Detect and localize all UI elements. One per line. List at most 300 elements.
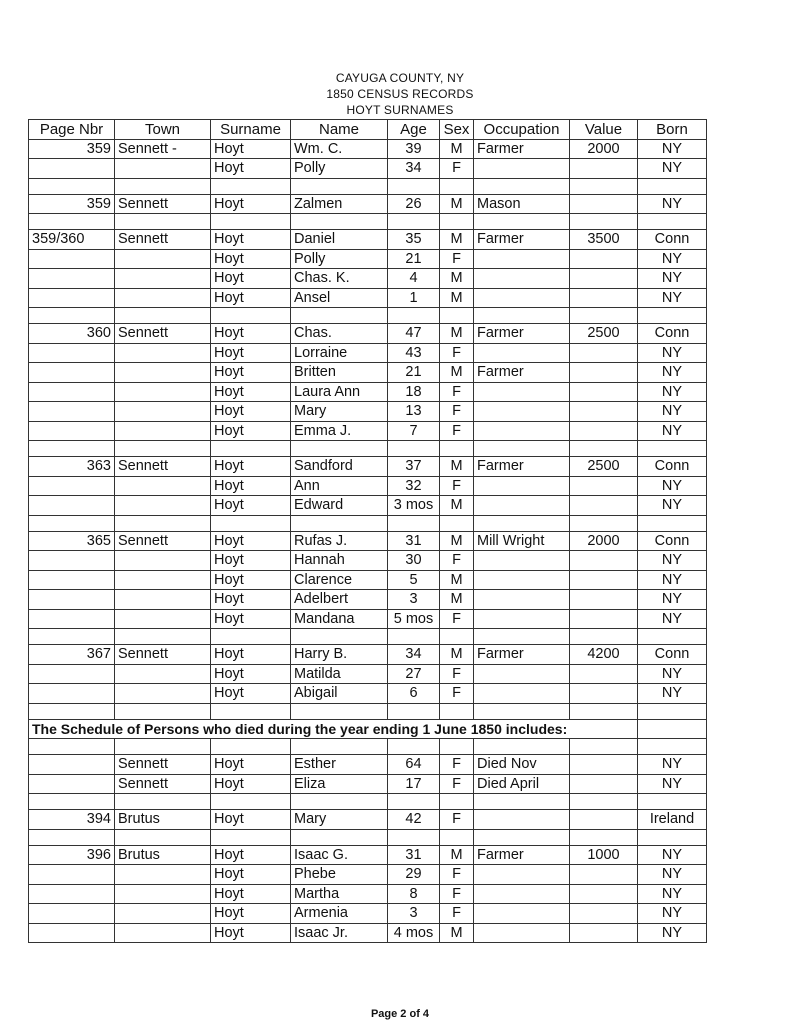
cell-page: [29, 774, 115, 794]
cell-town: [115, 421, 211, 441]
cell-page: 360: [29, 324, 115, 344]
empty-cell: [638, 719, 707, 739]
cell-occupation: Farmer: [474, 457, 570, 477]
cell-page: [29, 496, 115, 516]
cell-page: [29, 249, 115, 269]
cell-value: 2000: [570, 531, 638, 551]
empty-cell: [440, 515, 474, 531]
empty-cell: [474, 829, 570, 845]
cell-town: [115, 904, 211, 924]
cell-surname: Hoyt: [211, 343, 291, 363]
census-table: [28, 119, 707, 943]
cell-page: [29, 421, 115, 441]
cell-name: Ansel: [291, 288, 388, 308]
cell-born: NY: [638, 496, 707, 516]
table-row: [29, 590, 707, 610]
cell-town: [115, 570, 211, 590]
empty-cell: [440, 794, 474, 810]
cell-value: [570, 570, 638, 590]
cell-sex: F: [440, 884, 474, 904]
table-row: [29, 904, 707, 924]
empty-cell: [115, 829, 211, 845]
cell-page: [29, 363, 115, 383]
cell-surname: Hoyt: [211, 230, 291, 250]
cell-value: [570, 402, 638, 422]
cell-surname: Hoyt: [211, 421, 291, 441]
cell-page: [29, 590, 115, 610]
blank-row: [29, 703, 707, 719]
cell-occupation: [474, 884, 570, 904]
empty-cell: [570, 308, 638, 324]
cell-value: [570, 774, 638, 794]
cell-name: Esther: [291, 755, 388, 775]
empty-cell: [440, 739, 474, 755]
cell-age: 32: [388, 476, 440, 496]
cell-town: [115, 865, 211, 885]
cell-name: Phebe: [291, 865, 388, 885]
cell-town: [115, 269, 211, 289]
cell-name: Clarence: [291, 570, 388, 590]
cell-sex: M: [440, 645, 474, 665]
empty-cell: [570, 214, 638, 230]
cell-name: Ann: [291, 476, 388, 496]
document-header: [0, 70, 800, 118]
empty-cell: [388, 308, 440, 324]
cell-born: NY: [638, 249, 707, 269]
cell-value: 4200: [570, 645, 638, 665]
table-row: [29, 551, 707, 571]
cell-born: NY: [638, 139, 707, 159]
cell-page: [29, 551, 115, 571]
cell-sex: F: [440, 159, 474, 179]
empty-cell: [388, 441, 440, 457]
cell-born: NY: [638, 865, 707, 885]
cell-age: 6: [388, 684, 440, 704]
cell-sex: F: [440, 421, 474, 441]
cell-town: [115, 496, 211, 516]
cell-age: 21: [388, 249, 440, 269]
cell-page: [29, 269, 115, 289]
cell-value: 2500: [570, 324, 638, 344]
col-header-age: Age: [388, 120, 440, 140]
cell-name: Harry B.: [291, 645, 388, 665]
cell-sex: M: [440, 496, 474, 516]
table-row: [29, 269, 707, 289]
table-header-row: [29, 120, 707, 140]
cell-value: [570, 664, 638, 684]
cell-surname: Hoyt: [211, 774, 291, 794]
empty-cell: [29, 829, 115, 845]
table-row: [29, 421, 707, 441]
empty-cell: [211, 515, 291, 531]
cell-occupation: Farmer: [474, 139, 570, 159]
cell-sex: F: [440, 810, 474, 830]
empty-cell: [211, 441, 291, 457]
cell-born: NY: [638, 590, 707, 610]
cell-sex: M: [440, 923, 474, 943]
cell-value: [570, 363, 638, 383]
cell-age: 37: [388, 457, 440, 477]
table-body: [29, 139, 707, 943]
table-row: [29, 684, 707, 704]
empty-cell: [570, 739, 638, 755]
cell-town: Sennett: [115, 645, 211, 665]
cell-sex: M: [440, 139, 474, 159]
empty-cell: [291, 629, 388, 645]
cell-occupation: [474, 402, 570, 422]
empty-cell: [570, 829, 638, 845]
cell-sex: F: [440, 865, 474, 885]
cell-page: [29, 382, 115, 402]
cell-value: 3500: [570, 230, 638, 250]
cell-name: Chas.: [291, 324, 388, 344]
cell-born: NY: [638, 194, 707, 214]
cell-name: Wm. C.: [291, 139, 388, 159]
cell-surname: Hoyt: [211, 496, 291, 516]
cell-occupation: [474, 664, 570, 684]
cell-sex: F: [440, 609, 474, 629]
cell-page: [29, 664, 115, 684]
cell-surname: Hoyt: [211, 845, 291, 865]
blank-row: [29, 794, 707, 810]
cell-surname: Hoyt: [211, 269, 291, 289]
cell-name: Eliza: [291, 774, 388, 794]
cell-town: [115, 402, 211, 422]
cell-name: Mary: [291, 810, 388, 830]
empty-cell: [115, 441, 211, 457]
cell-born: NY: [638, 382, 707, 402]
cell-sex: M: [440, 269, 474, 289]
cell-town: Brutus: [115, 845, 211, 865]
deaths-note-row: [29, 719, 707, 739]
empty-cell: [211, 829, 291, 845]
empty-cell: [115, 629, 211, 645]
table-row: [29, 343, 707, 363]
empty-cell: [115, 739, 211, 755]
empty-cell: [638, 515, 707, 531]
cell-occupation: [474, 570, 570, 590]
cell-surname: Hoyt: [211, 684, 291, 704]
cell-town: [115, 343, 211, 363]
cell-page: [29, 343, 115, 363]
cell-name: Emma J.: [291, 421, 388, 441]
table-row: [29, 159, 707, 179]
cell-name: Isaac G.: [291, 845, 388, 865]
empty-cell: [29, 739, 115, 755]
blank-row: [29, 515, 707, 531]
cell-value: [570, 551, 638, 571]
empty-cell: [474, 739, 570, 755]
cell-occupation: [474, 590, 570, 610]
cell-page: [29, 402, 115, 422]
empty-cell: [291, 308, 388, 324]
cell-surname: Hoyt: [211, 194, 291, 214]
table-row: [29, 570, 707, 590]
cell-page: [29, 684, 115, 704]
cell-age: 4: [388, 269, 440, 289]
cell-page: 394: [29, 810, 115, 830]
cell-sex: F: [440, 476, 474, 496]
table-row: [29, 755, 707, 775]
cell-surname: Hoyt: [211, 402, 291, 422]
cell-occupation: [474, 923, 570, 943]
table-row: [29, 194, 707, 214]
cell-page: [29, 884, 115, 904]
cell-name: Mary: [291, 402, 388, 422]
cell-occupation: [474, 609, 570, 629]
cell-born: Conn: [638, 645, 707, 665]
empty-cell: [474, 308, 570, 324]
cell-occupation: [474, 249, 570, 269]
table-row: [29, 531, 707, 551]
empty-cell: [388, 214, 440, 230]
cell-age: 29: [388, 865, 440, 885]
cell-page: [29, 755, 115, 775]
empty-cell: [638, 308, 707, 324]
cell-occupation: Farmer: [474, 363, 570, 383]
cell-town: [115, 590, 211, 610]
cell-value: [570, 343, 638, 363]
table-row: [29, 139, 707, 159]
cell-surname: Hoyt: [211, 476, 291, 496]
cell-name: Zalmen: [291, 194, 388, 214]
cell-sex: M: [440, 324, 474, 344]
cell-occupation: [474, 684, 570, 704]
cell-age: 21: [388, 363, 440, 383]
cell-page: 359: [29, 194, 115, 214]
cell-value: [570, 810, 638, 830]
col-header-value: Value: [570, 120, 638, 140]
cell-town: [115, 684, 211, 704]
cell-name: Britten: [291, 363, 388, 383]
empty-cell: [440, 629, 474, 645]
cell-occupation: Died Nov: [474, 755, 570, 775]
cell-name: Abigail: [291, 684, 388, 704]
empty-cell: [638, 703, 707, 719]
empty-cell: [211, 214, 291, 230]
empty-cell: [291, 794, 388, 810]
cell-occupation: [474, 269, 570, 289]
cell-value: [570, 904, 638, 924]
cell-age: 47: [388, 324, 440, 344]
cell-value: [570, 609, 638, 629]
empty-cell: [115, 515, 211, 531]
empty-cell: [638, 829, 707, 845]
cell-sex: M: [440, 194, 474, 214]
cell-sex: F: [440, 551, 474, 571]
cell-value: [570, 865, 638, 885]
empty-cell: [388, 703, 440, 719]
empty-cell: [570, 178, 638, 194]
col-header-born: Born: [638, 120, 707, 140]
blank-row: [29, 829, 707, 845]
empty-cell: [291, 703, 388, 719]
cell-page: 365: [29, 531, 115, 551]
table-row: [29, 363, 707, 383]
cell-surname: Hoyt: [211, 159, 291, 179]
cell-born: NY: [638, 923, 707, 943]
cell-value: [570, 194, 638, 214]
cell-value: [570, 476, 638, 496]
cell-sex: F: [440, 382, 474, 402]
deaths-note: The Schedule of Persons who died during the year ending 1 June 1850 includes:: [29, 719, 638, 739]
empty-cell: [570, 515, 638, 531]
cell-surname: Hoyt: [211, 363, 291, 383]
cell-value: [570, 923, 638, 943]
empty-cell: [474, 703, 570, 719]
cell-born: Conn: [638, 230, 707, 250]
cell-born: NY: [638, 159, 707, 179]
cell-name: Martha: [291, 884, 388, 904]
empty-cell: [570, 441, 638, 457]
cell-age: 42: [388, 810, 440, 830]
col-header-page: Page Nbr: [29, 120, 115, 140]
blank-row: [29, 441, 707, 457]
col-header-surname: Surname: [211, 120, 291, 140]
cell-occupation: [474, 496, 570, 516]
empty-cell: [29, 703, 115, 719]
cell-value: [570, 382, 638, 402]
empty-cell: [474, 214, 570, 230]
cell-born: NY: [638, 421, 707, 441]
cell-born: Conn: [638, 531, 707, 551]
empty-cell: [211, 703, 291, 719]
cell-sex: M: [440, 230, 474, 250]
table-row: [29, 609, 707, 629]
table-row: [29, 496, 707, 516]
empty-cell: [388, 515, 440, 531]
empty-cell: [474, 629, 570, 645]
cell-page: [29, 609, 115, 629]
cell-born: Conn: [638, 457, 707, 477]
empty-cell: [388, 178, 440, 194]
cell-age: 3: [388, 590, 440, 610]
cell-town: [115, 923, 211, 943]
cell-occupation: [474, 159, 570, 179]
cell-age: 3: [388, 904, 440, 924]
cell-name: Matilda: [291, 664, 388, 684]
cell-value: [570, 884, 638, 904]
cell-sex: F: [440, 904, 474, 924]
cell-surname: Hoyt: [211, 590, 291, 610]
cell-age: 31: [388, 531, 440, 551]
cell-age: 34: [388, 159, 440, 179]
table-row: [29, 884, 707, 904]
table-row: [29, 476, 707, 496]
cell-surname: Hoyt: [211, 904, 291, 924]
cell-town: [115, 288, 211, 308]
cell-surname: Hoyt: [211, 324, 291, 344]
cell-town: [115, 609, 211, 629]
cell-occupation: [474, 288, 570, 308]
empty-cell: [29, 794, 115, 810]
empty-cell: [115, 703, 211, 719]
cell-born: NY: [638, 664, 707, 684]
cell-town: Sennett -: [115, 139, 211, 159]
cell-surname: Hoyt: [211, 664, 291, 684]
table-row: [29, 645, 707, 665]
empty-cell: [638, 214, 707, 230]
cell-born: Conn: [638, 324, 707, 344]
empty-cell: [440, 829, 474, 845]
cell-age: 43: [388, 343, 440, 363]
table-row: [29, 288, 707, 308]
cell-surname: Hoyt: [211, 755, 291, 775]
table-row: [29, 230, 707, 250]
cell-sex: M: [440, 288, 474, 308]
cell-sex: M: [440, 845, 474, 865]
cell-page: [29, 476, 115, 496]
cell-town: Brutus: [115, 810, 211, 830]
empty-cell: [291, 739, 388, 755]
cell-occupation: [474, 904, 570, 924]
cell-sex: F: [440, 755, 474, 775]
cell-age: 3 mos: [388, 496, 440, 516]
cell-occupation: Farmer: [474, 845, 570, 865]
empty-cell: [29, 515, 115, 531]
cell-born: NY: [638, 476, 707, 496]
cell-name: Armenia: [291, 904, 388, 924]
cell-town: [115, 382, 211, 402]
empty-cell: [440, 441, 474, 457]
empty-cell: [211, 629, 291, 645]
empty-cell: [388, 829, 440, 845]
table-row: [29, 324, 707, 344]
cell-age: 17: [388, 774, 440, 794]
empty-cell: [388, 794, 440, 810]
blank-row: [29, 739, 707, 755]
table-row: [29, 382, 707, 402]
empty-cell: [440, 703, 474, 719]
cell-page: [29, 159, 115, 179]
table-row: [29, 457, 707, 477]
empty-cell: [115, 214, 211, 230]
county-title: CAYUGA COUNTY, NY: [335, 71, 465, 85]
cell-name: Polly: [291, 249, 388, 269]
empty-cell: [29, 178, 115, 194]
empty-cell: [638, 739, 707, 755]
cell-value: [570, 496, 638, 516]
empty-cell: [115, 178, 211, 194]
cell-born: NY: [638, 288, 707, 308]
cell-sex: F: [440, 664, 474, 684]
cell-surname: Hoyt: [211, 531, 291, 551]
cell-occupation: [474, 421, 570, 441]
cell-occupation: Farmer: [474, 230, 570, 250]
cell-occupation: [474, 810, 570, 830]
cell-sex: F: [440, 402, 474, 422]
cell-sex: F: [440, 343, 474, 363]
cell-age: 27: [388, 664, 440, 684]
cell-surname: Hoyt: [211, 139, 291, 159]
cell-town: Sennett: [115, 230, 211, 250]
cell-surname: Hoyt: [211, 865, 291, 885]
cell-name: Mandana: [291, 609, 388, 629]
cell-town: [115, 363, 211, 383]
cell-surname: Hoyt: [211, 382, 291, 402]
cell-name: Edward: [291, 496, 388, 516]
cell-town: [115, 664, 211, 684]
cell-town: Sennett: [115, 774, 211, 794]
cell-surname: Hoyt: [211, 645, 291, 665]
cell-age: 64: [388, 755, 440, 775]
cell-name: Adelbert: [291, 590, 388, 610]
empty-cell: [291, 441, 388, 457]
empty-cell: [29, 441, 115, 457]
blank-row: [29, 178, 707, 194]
cell-value: 1000: [570, 845, 638, 865]
cell-name: Daniel: [291, 230, 388, 250]
